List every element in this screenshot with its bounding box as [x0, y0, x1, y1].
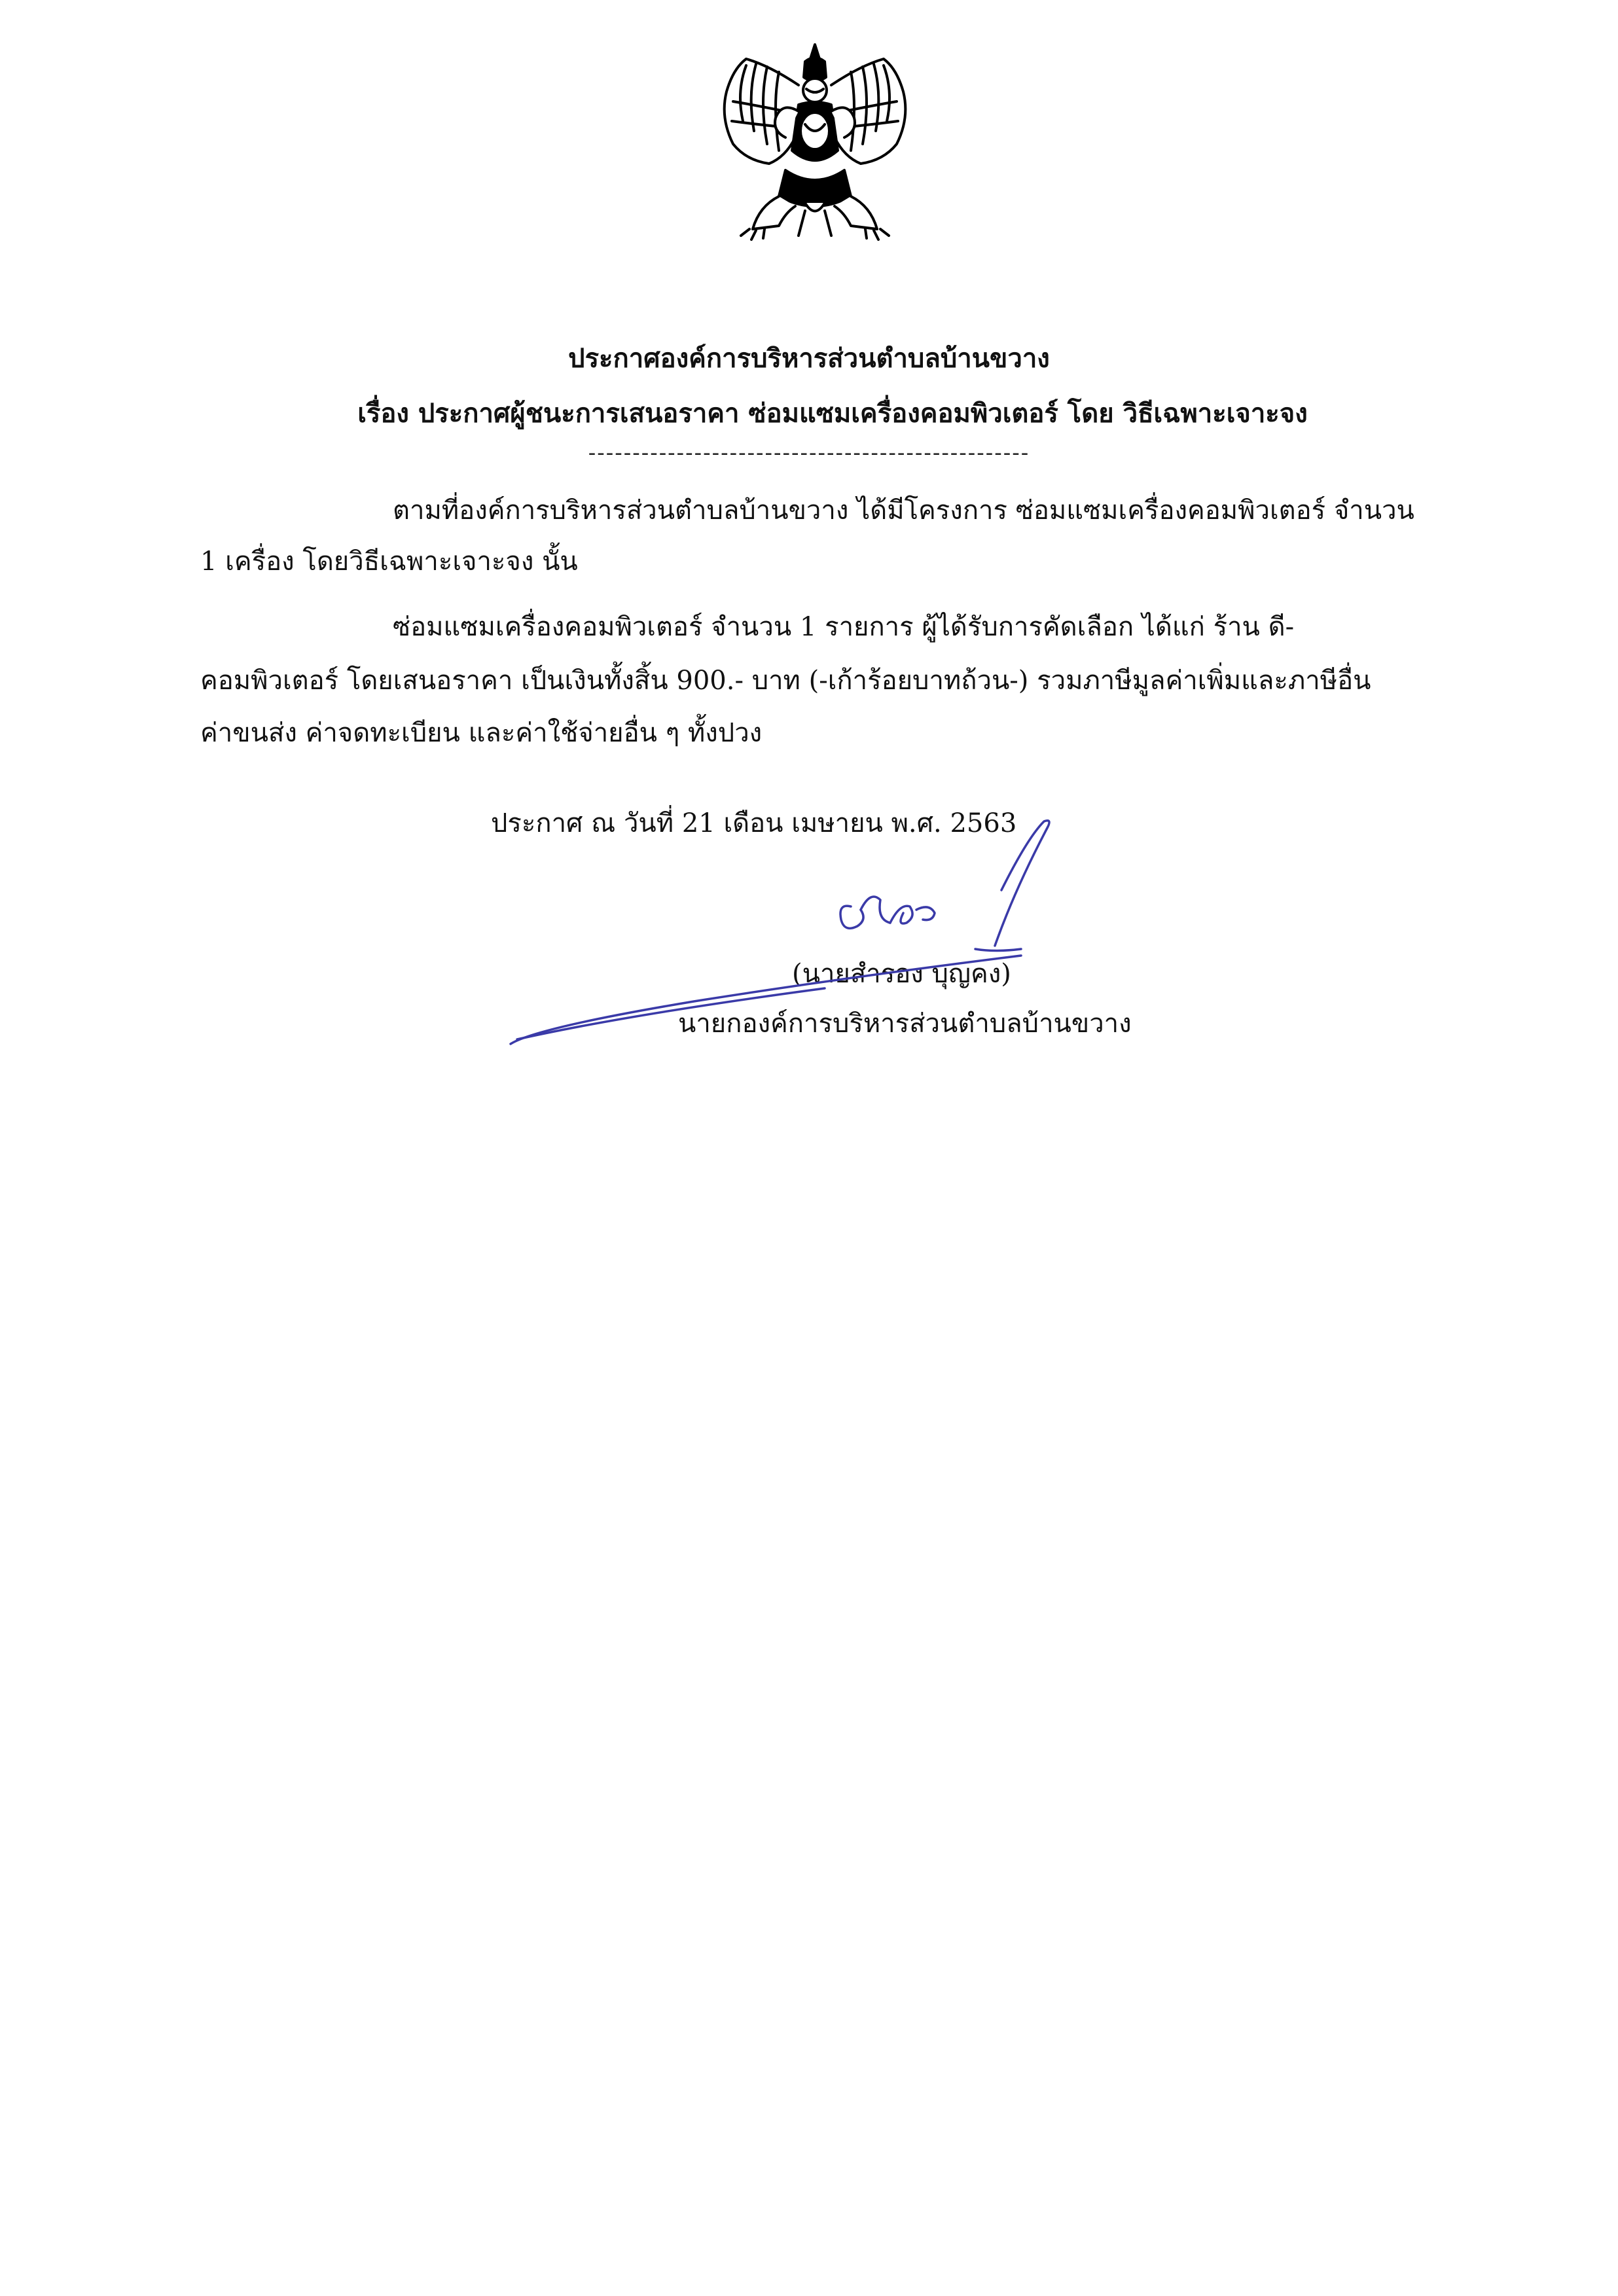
garuda-emblem-icon	[707, 39, 923, 249]
paragraph-1-line-2: 1 เครื่อง โดยวิธีเฉพาะเจาะจง นั้น	[200, 547, 578, 577]
signer-name: (นายสำรอง บุญคง)	[792, 959, 1011, 989]
handwritten-signature	[497, 792, 1100, 1054]
announcement-title: ประกาศองค์การบริหารส่วนตำบลบ้านขวาง	[568, 343, 1050, 374]
paragraph-2-line-2: คอมพิวเตอร์ โดยเสนอราคา เป็นเงินทั้งสิ้น 900.- บาท (-เก้าร้อยบาทถ้วน-) รวมภาษีมูลค่าเพิ่มและภาษีอื่น	[200, 666, 1371, 696]
paragraph-1-line-1: ตามที่องค์การบริหารส่วนตำบลบ้านขวาง ได้มีโครงการ ซ่อมแซมเครื่องคอมพิวเตอร์ จำนวน	[393, 495, 1414, 526]
announcement-subject: เรื่อง ประกาศผู้ชนะการเสนอราคา ซ่อมแซมเครื่องคอมพิวเตอร์ โดย วิธีเฉพาะเจาะจง	[357, 398, 1308, 429]
paragraph-2-line-3: ค่าขนส่ง ค่าจดทะเบียน และค่าใช้จ่ายอื่น ๆ ทั้งปวง	[200, 718, 763, 748]
paragraph-2-line-1: ซ่อมแซมเครื่องคอมพิวเตอร์ จำนวน 1 รายการ ผู้ได้รับการคัดเลือก ได้แก่ ร้าน ดี-	[393, 612, 1295, 642]
announcement-date: ประกาศ ณ วันที่ 21 เดือน เมษายน พ.ศ. 2563	[491, 808, 1017, 838]
title-divider: --------------------------------------------------	[588, 440, 1030, 466]
signer-title: นายกองค์การบริหารส่วนตำบลบ้านขวาง	[678, 1009, 1132, 1039]
